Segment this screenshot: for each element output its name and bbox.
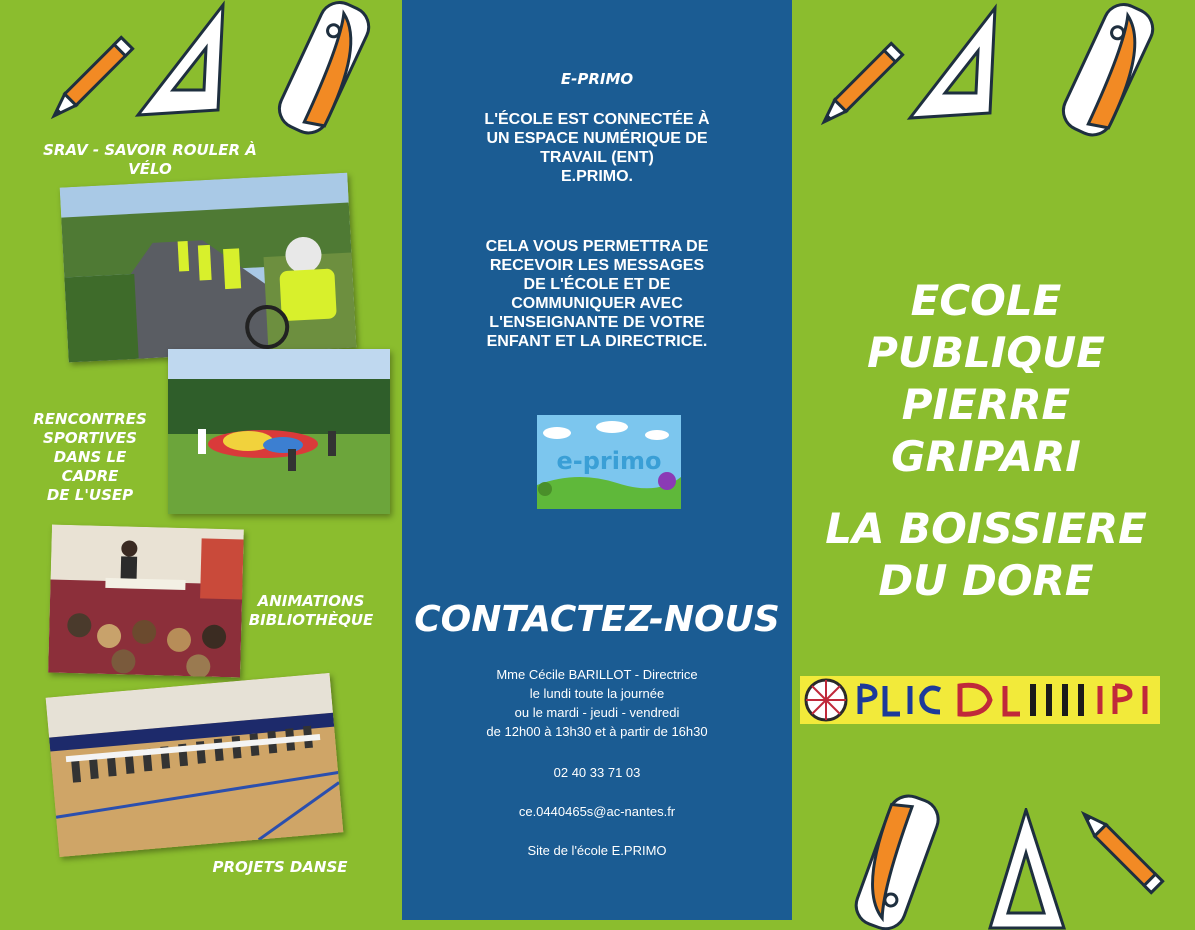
pencil-icon [1068, 798, 1168, 898]
caption-usep-line: RENCONTRES [33, 410, 147, 428]
set-square-icon [128, 0, 228, 125]
caption-danse: PROJETS DANSE [212, 858, 348, 876]
photo-bike-training [60, 173, 357, 363]
school-title [800, 275, 1172, 483]
contact-line: Mme Cécile BARILLOT - Directrice [496, 667, 698, 682]
caption-biblio-line: BIBLIOTHÈQUE [248, 611, 374, 629]
stapler-icon [1052, 2, 1162, 142]
eprimo-paragraph-2 [402, 237, 792, 351]
photo-dance-project [46, 673, 344, 857]
contact-details [402, 665, 792, 741]
eprimo-line: L'ÉCOLE EST CONNECTÉE À [484, 111, 710, 128]
eprimo-logo-text: e-primo [556, 447, 662, 475]
school-town-line: LA BOISSIERE [825, 504, 1147, 553]
contact-line: de 12h00 à 13h30 et à partir de 16h30 [486, 724, 708, 739]
eprimo-line: UN ESPACE NUMÉRIQUE DE [486, 130, 708, 147]
set-square-icon [986, 808, 1066, 930]
caption-bibliotheque [246, 592, 376, 630]
eprimo-line: CELA VOUS PERMETTRA DE [485, 238, 709, 255]
caption-usep-line: SPORTIVES [43, 429, 137, 447]
school-banner-artwork [800, 676, 1160, 724]
eprimo-paragraph-1 [402, 110, 792, 186]
contact-phone[interactable]: 02 40 33 71 03 [553, 765, 641, 780]
eprimo-line: ENFANT ET LA DIRECTRICE. [486, 333, 708, 350]
eprimo-line: L'ENSEIGNANTE DE VOTRE [489, 314, 705, 331]
school-town-line: DU DORE [878, 556, 1094, 605]
eprimo-line: DE L'ÉCOLE ET DE [523, 276, 671, 293]
school-town [800, 503, 1172, 607]
stapler-icon [838, 790, 958, 930]
contact-site-link[interactable]: Site de l'école E.PRIMO [527, 843, 667, 858]
stapler-icon [268, 0, 378, 140]
eprimo-line: TRAVAIL (ENT) [540, 149, 654, 166]
photo-library-animation [48, 525, 244, 678]
school-title-line: PUBLIQUE [867, 328, 1105, 377]
caption-srav: SRAV - SAVOIR ROULER À VÉLO [43, 141, 257, 178]
caption-usep-line: DE L'USEP [46, 486, 134, 504]
photo-sports-meeting [168, 349, 390, 514]
eprimo-line: COMMUNIQUER AVEC [511, 295, 683, 312]
caption-usep-line: DANS LE CADRE [53, 448, 127, 485]
eprimo-logo[interactable] [537, 415, 681, 509]
school-title-line: ECOLE [910, 276, 1062, 325]
eprimo-line: E.PRIMO. [560, 168, 633, 185]
pencil-icon [808, 38, 908, 138]
eprimo-title: E-PRIMO [560, 70, 634, 88]
contact-line: ou le mardi - jeudi - vendredi [514, 705, 680, 720]
eprimo-line: RECEVOIR LES MESSAGES [489, 257, 705, 274]
caption-usep [30, 410, 150, 505]
contact-email[interactable]: ce.0440465s@ac-nantes.fr [518, 804, 676, 819]
contact-heading: CONTACTEZ-NOUS [414, 599, 780, 640]
contact-line: le lundi toute la journée [529, 686, 665, 701]
school-title-line: PIERRE GRIPARI [891, 380, 1081, 481]
set-square-icon [900, 3, 1000, 128]
caption-biblio-line: ANIMATIONS [257, 592, 365, 610]
pencil-icon [38, 32, 138, 132]
